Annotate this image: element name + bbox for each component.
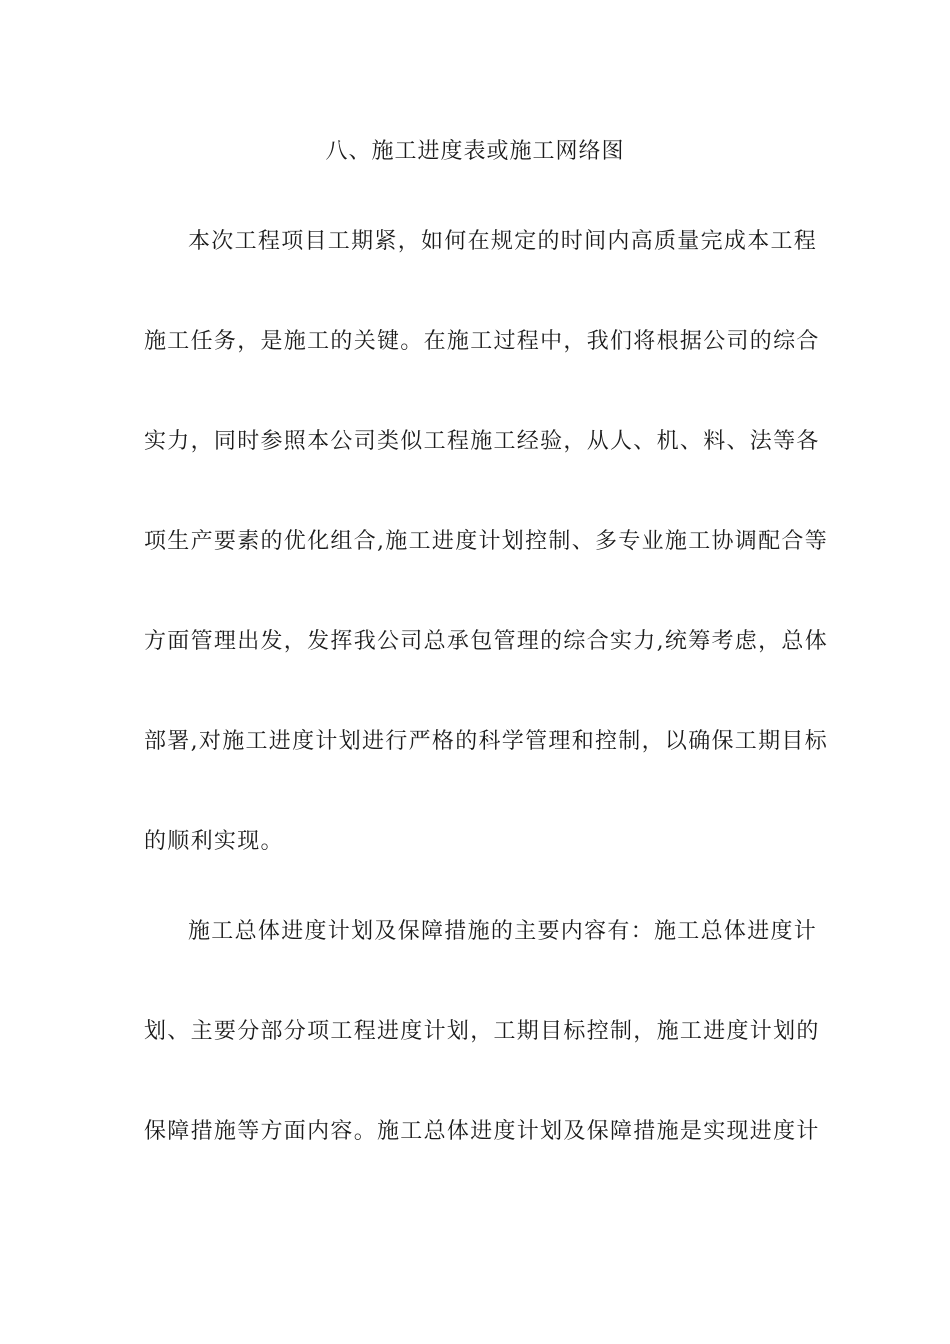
paragraph-line: 保障措施等方面内容。施工总体进度计划及保障措施是实现进度计 [144, 1119, 820, 1144]
paragraph-line: 方面管理出发，发挥我公司总承包管理的综合实力,统筹考虑，总体 [144, 629, 828, 654]
section-title: 八、施工进度表或施工网络图 [325, 139, 625, 164]
paragraph-line: 施工总体进度计划及保障措施的主要内容有：施工总体进度计 [188, 919, 818, 944]
paragraph-line: 本次工程项目工期紧，如何在规定的时间内高质量完成本工程 [188, 229, 818, 254]
paragraph-line: 实力，同时参照本公司类似工程施工经验，从人、机、料、法等各 [144, 429, 820, 454]
paragraph-line: 划、主要分部分项工程进度计划，工期目标控制，施工进度计划的 [144, 1019, 820, 1044]
paragraph-line: 项生产要素的优化组合,施工进度计划控制、多专业施工协调配合等 [144, 529, 828, 554]
paragraph-line: 施工任务，是施工的关键。在施工过程中，我们将根据公司的综合 [144, 329, 820, 354]
paragraph-line: 的顺利实现。 [144, 829, 284, 854]
paragraph-line: 部署,对施工进度计划进行严格的科学管理和控制，以确保工期目标 [144, 729, 828, 754]
